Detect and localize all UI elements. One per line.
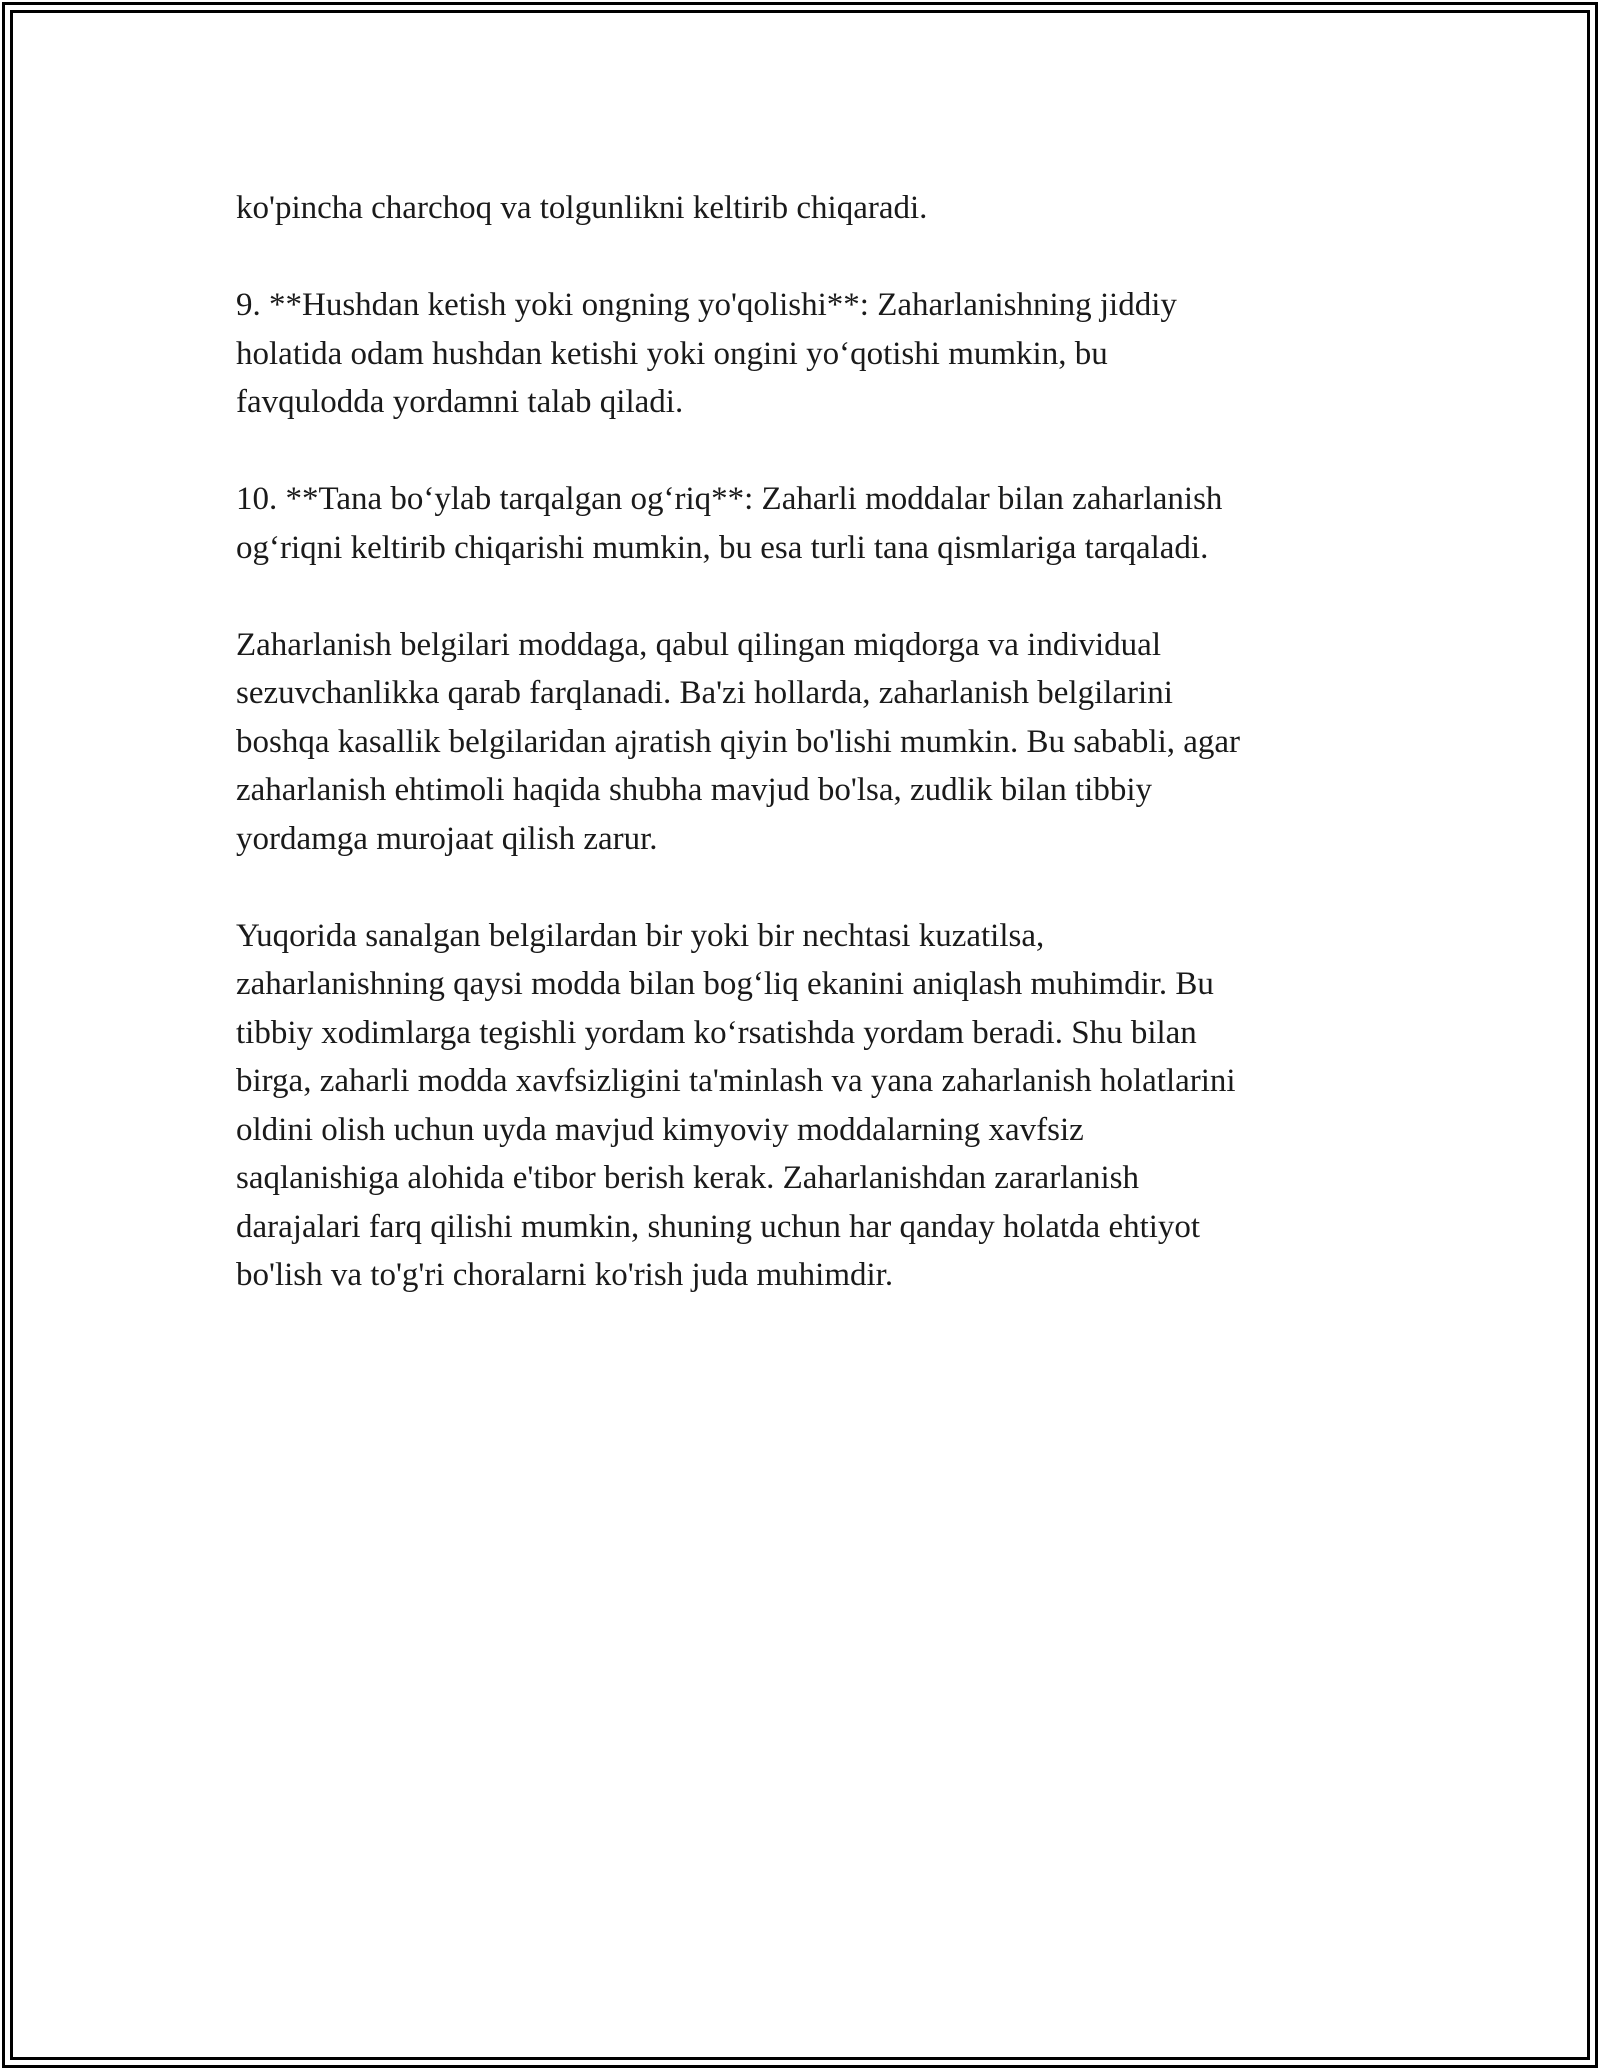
text-line: sezuvchanlikka qarab farqlanadi. Ba'zi hollarda, zaharlanish belgilarini bbox=[236, 675, 1173, 711]
text-line: bo'lish va to'g'ri choralarni ko'rish juda muhimdir. bbox=[236, 1257, 894, 1293]
text-line: ko'pincha charchoq va tolgunlikni keltirib chiqaradi. bbox=[236, 190, 928, 226]
paragraph-1 bbox=[236, 184, 1366, 233]
text-line: 10. **Tana bo‘ylab tarqalgan og‘riq**: Zaharli moddalar bilan zaharlanish bbox=[236, 481, 1223, 517]
text-line: favqulodda yordamni talab qiladi. bbox=[236, 384, 684, 420]
paragraph-summary bbox=[236, 621, 1366, 864]
text-line: zaharlanishning qaysi modda bilan bog‘liq ekanini aniqlash muhimdir. Bu bbox=[236, 966, 1214, 1002]
text-line: yordamga murojaat qilish zarur. bbox=[236, 820, 658, 857]
text-line: 9. **Hushdan ketish yoki ongning yo'qolishi**: Zaharlanishning jiddiy bbox=[236, 287, 1177, 323]
text-line: darajalari farq qilishi mumkin, shuning uchun har qanday holatda ehtiyot bbox=[236, 1208, 1201, 1245]
text-line: zaharlanish ehtimoli haqida shubha mavjud bo'lsa, zudlik bilan tibbiy bbox=[236, 772, 1153, 808]
text-line: oldini olish uchun uyda mavjud kimyoviy moddalarning xavfsiz bbox=[236, 1111, 1084, 1148]
text-line: holatida odam hushdan ketishi yoki ongini yo‘qotishi mumkin, bu bbox=[236, 335, 1108, 372]
text-line: boshqa kasallik belgilaridan ajratish qiyin bo'lishi mumkin. Bu sababli, agar bbox=[236, 723, 1241, 760]
text-line: Zaharlanish belgilari moddaga, qabul qilingan miqdorga va individual bbox=[236, 626, 1161, 663]
text-line: Yuqorida sanalgan belgilardan bir yoki bir nechtasi kuzatilsa, bbox=[236, 917, 1045, 954]
text-line: birga, zaharli modda xavfsizligini ta'minlash va yana zaharlanish holatlarini bbox=[236, 1063, 1236, 1099]
paragraph-item-10 bbox=[236, 475, 1366, 572]
text-line: og‘riqni keltirib chiqarishi mumkin, bu esa turli tana qismlariga tarqaladi. bbox=[236, 529, 1209, 566]
text-line: tibbiy xodimlarga tegishli yordam ko‘rsatishda yordam beradi. Shu bilan bbox=[236, 1014, 1197, 1051]
paragraph-item-9 bbox=[236, 281, 1366, 427]
text-line: saqlanishiga alohida e'tibor berish kerak. Zaharlanishdan zararlanish bbox=[236, 1160, 1140, 1196]
document-body bbox=[236, 184, 1366, 1348]
paragraph-conclusion bbox=[236, 912, 1366, 1300]
